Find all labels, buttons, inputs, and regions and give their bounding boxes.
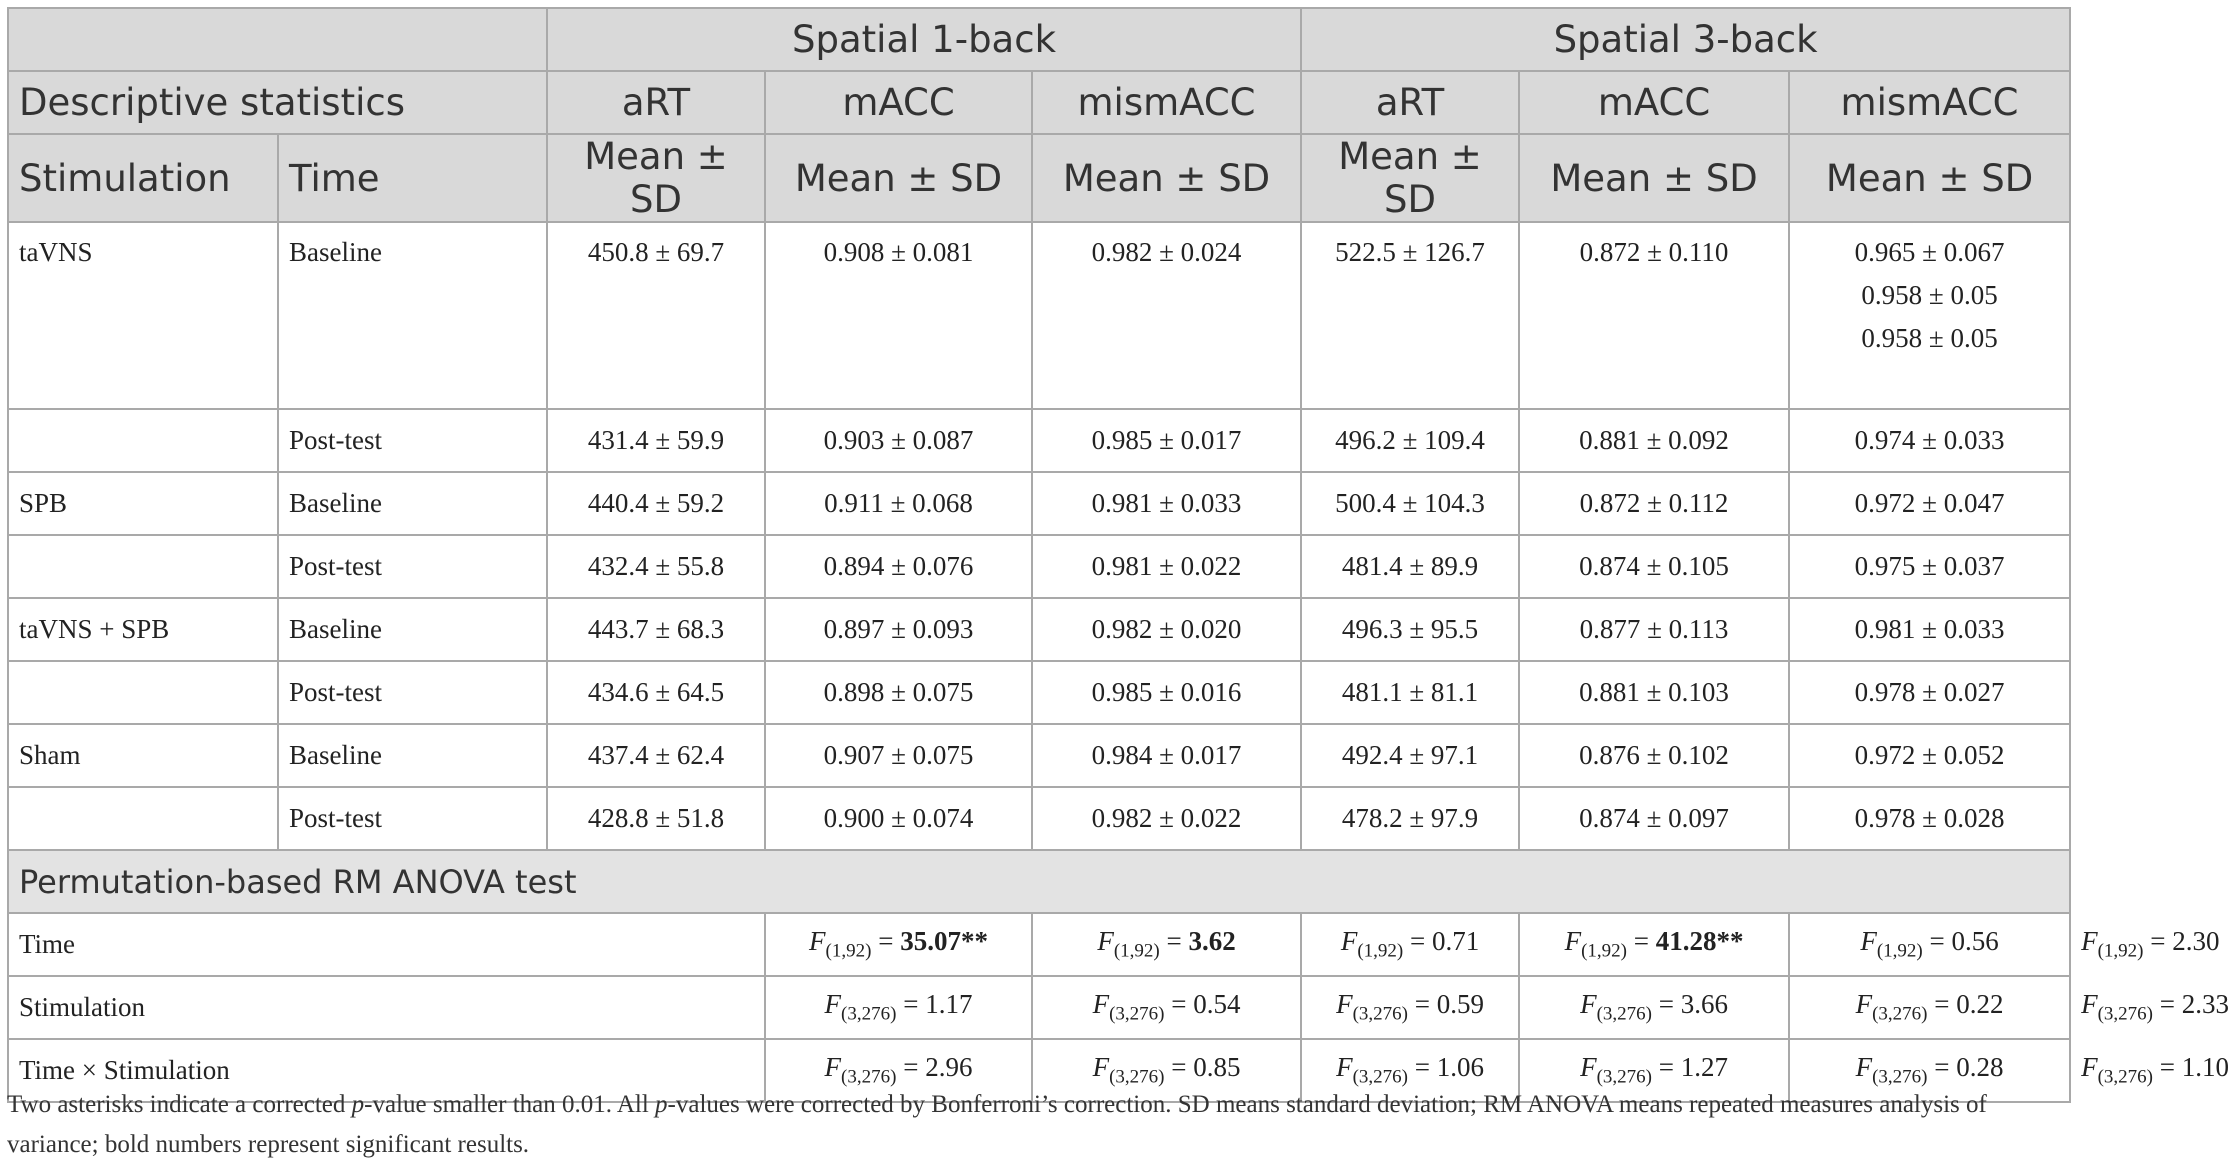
value-cell: 0.874 ± 0.105	[1519, 535, 1789, 598]
stat-letter: F	[1855, 989, 1873, 1020]
anova-label-cell: Time × Stimulation	[8, 1039, 765, 1102]
value-cell: 481.1 ± 81.1	[1301, 661, 1519, 724]
footnote-p-symbol: p	[655, 1091, 668, 1118]
stat-df: (3,276)	[2097, 1066, 2153, 1088]
value-cell: 428.8 ± 51.8	[547, 787, 765, 850]
stat-value: 41.28**	[1655, 926, 1744, 957]
value-cell: 0.978 ± 0.028	[1789, 787, 2070, 850]
stat-df: (1,92)	[1113, 940, 1160, 962]
stat-df: (3,276)	[1352, 1066, 1408, 1088]
value-cell: 496.3 ± 95.5	[1301, 598, 1519, 661]
stat-equals: =	[1414, 1052, 1430, 1083]
stat-equals: =	[2159, 989, 2175, 1020]
measure-header: mACC	[1519, 71, 1789, 134]
value-cell: 0.982 ± 0.020	[1032, 598, 1301, 661]
stimulation-cell: taVNS	[8, 222, 278, 409]
stat-df: (1,92)	[825, 940, 872, 962]
stat-value: 2.33	[2181, 989, 2229, 1020]
f-statistic	[1855, 1052, 2004, 1088]
group-header-1back: Spatial 1-back	[547, 8, 1301, 71]
stat-value: 0.28	[1956, 1052, 2004, 1083]
measure-header: mACC	[765, 71, 1032, 134]
stat-value: 2.96	[925, 1052, 973, 1083]
value-cell: 496.2 ± 109.4	[1301, 409, 1519, 472]
header-blank	[8, 8, 547, 71]
value-cell: 432.4 ± 55.8	[547, 535, 765, 598]
stat-df: (1,92)	[1876, 940, 1923, 962]
stat-df: (3,276)	[2097, 1003, 2153, 1025]
table-body	[8, 8, 2229, 1102]
value-cell: 0.982 ± 0.024	[1032, 222, 1301, 409]
time-cell: Baseline	[278, 222, 547, 409]
f-statistic	[2081, 1052, 2229, 1088]
value-cell: 0.908 ± 0.081	[765, 222, 1032, 409]
value-cell: 0.974 ± 0.033	[1789, 409, 2070, 472]
table-row	[8, 598, 2070, 661]
f-statistic	[809, 926, 988, 962]
stat-header: Mean ± SD	[1301, 134, 1519, 222]
stat-header: Mean ± SD	[547, 134, 765, 222]
descriptive-statistics-header: Descriptive statistics	[8, 71, 547, 134]
stat-letter: F	[2081, 989, 2098, 1020]
stat-equals: =	[903, 1052, 919, 1083]
value-cell: 431.4 ± 59.9	[547, 409, 765, 472]
value-cell: 434.6 ± 64.5	[547, 661, 765, 724]
stat-letter: F	[2081, 926, 2098, 957]
stat-df: (3,276)	[1872, 1003, 1928, 1025]
stat-value: 0.71	[1431, 926, 1480, 957]
stat-letter: F	[1097, 926, 1114, 957]
f-statistic	[1855, 989, 2004, 1025]
anova-value-cell	[1519, 913, 1789, 976]
value-cell: 0.881 ± 0.103	[1519, 661, 1789, 724]
stat-value: 35.07**	[900, 926, 988, 957]
value-cell: 443.7 ± 68.3	[547, 598, 765, 661]
stat-letter: F	[2081, 1052, 2098, 1083]
value-cell: 478.2 ± 97.9	[1301, 787, 1519, 850]
value-cell: 0.872 ± 0.110	[1519, 222, 1789, 409]
stat-df: (3,276)	[841, 1066, 897, 1088]
f-statistic	[824, 989, 973, 1025]
stat-df: (1,92)	[1581, 940, 1627, 962]
anova-section-row	[8, 850, 2070, 913]
stat-equals: =	[1166, 926, 1182, 957]
value-line: 0.958 ± 0.05	[1861, 280, 1998, 310]
f-statistic	[1564, 926, 1744, 962]
table-footnote	[7, 1085, 2069, 1165]
stat-equals: =	[878, 926, 894, 957]
anova-label-cell: Time	[8, 913, 765, 976]
value-cell: 0.985 ± 0.016	[1032, 661, 1301, 724]
stat-value: 0.59	[1436, 989, 1484, 1020]
value-cell: 0.881 ± 0.092	[1519, 409, 1789, 472]
table-row	[8, 472, 2070, 535]
footnote-text: Two asterisks indicate a corrected	[7, 1091, 352, 1118]
group-header-row	[8, 8, 2070, 71]
stat-df: (3,276)	[1352, 1003, 1408, 1025]
anova-value-cell	[765, 976, 1032, 1039]
subheader-row	[8, 134, 2070, 222]
stimulation-cell	[8, 535, 278, 598]
stat-equals: =	[2159, 1052, 2175, 1083]
measure-header: mismACC	[1789, 71, 2070, 134]
f-statistic	[1092, 1052, 1241, 1088]
stat-header: Mean ± SD	[1789, 134, 2070, 222]
value-cell: 0.981 ± 0.022	[1032, 535, 1301, 598]
value-cell: 0.978 ± 0.027	[1789, 661, 2070, 724]
stat-header: Mean ± SD	[1032, 134, 1301, 222]
stat-value: 0.56	[1951, 926, 1999, 957]
value-cell: 0.984 ± 0.017	[1032, 724, 1301, 787]
table-row	[8, 535, 2070, 598]
stat-df: (3,276)	[1872, 1066, 1928, 1088]
stat-value: 0.22	[1956, 989, 2004, 1020]
stat-letter: F	[824, 1052, 842, 1083]
f-statistic	[1097, 926, 1236, 962]
stat-value: 3.62	[1188, 926, 1236, 957]
results-table-container	[7, 7, 2229, 1103]
stat-value: 3.66	[1680, 989, 1728, 1020]
value-cell: 450.8 ± 69.7	[547, 222, 765, 409]
stat-df: (3,276)	[841, 1003, 897, 1025]
stat-letter: F	[1336, 1052, 1353, 1083]
value-cell: 500.4 ± 104.3	[1301, 472, 1519, 535]
measure-header-row	[8, 71, 2070, 134]
stat-value: 0.85	[1193, 1052, 1241, 1083]
stimulation-cell: taVNS + SPB	[8, 598, 278, 661]
stat-df: (3,276)	[1596, 1066, 1652, 1088]
f-statistic	[1336, 1052, 1484, 1088]
stat-value: 2.30	[2172, 926, 2220, 957]
stat-equals: =	[1171, 1052, 1187, 1083]
value-line: 0.965 ± 0.067	[1854, 237, 2005, 267]
measure-header: aRT	[547, 71, 765, 134]
anova-row	[8, 913, 2070, 976]
anova-value-cell	[1789, 913, 2070, 976]
table-row	[8, 787, 2070, 850]
stat-letter: F	[1580, 989, 1597, 1020]
stat-value: 1.27	[1680, 1052, 1728, 1083]
value-cell: 522.5 ± 126.7	[1301, 222, 1519, 409]
stat-value: 1.10	[2181, 1052, 2229, 1083]
stimulation-cell	[8, 661, 278, 724]
stat-equals: =	[1929, 926, 1945, 957]
stat-df: (3,276)	[1109, 1003, 1165, 1025]
stat-letter: F	[1855, 1052, 1873, 1083]
value-cell: 492.4 ± 97.1	[1301, 724, 1519, 787]
f-statistic	[2081, 926, 2220, 962]
value-cell: 0.982 ± 0.022	[1032, 787, 1301, 850]
group-header-3back: Spatial 3-back	[1301, 8, 2070, 71]
footnote-p-symbol: p	[351, 1091, 365, 1118]
value-cell: 0.972 ± 0.052	[1789, 724, 2070, 787]
value-cell: 0.975 ± 0.037	[1789, 535, 2070, 598]
stimulation-cell	[8, 409, 278, 472]
anova-row	[8, 976, 2070, 1039]
stat-letter: F	[1092, 1052, 1110, 1083]
value-line: 0.958 ± 0.05	[1861, 323, 1998, 353]
time-cell: Baseline	[278, 472, 547, 535]
f-statistic	[2081, 989, 2229, 1025]
stat-letter: F	[1092, 989, 1110, 1020]
anova-value-cell	[1032, 976, 1301, 1039]
stat-equals: =	[1633, 926, 1649, 957]
footnote-text: -values were corrected by Bonferroni’s correction. SD means standard deviation; RM ANOVA means repeated measures analysis of variance; bold numbers represent significant results.	[7, 1091, 1987, 1158]
f-statistic	[1340, 926, 1480, 962]
anova-value-cell	[1789, 976, 2070, 1039]
value-cell: 0.972 ± 0.047	[1789, 472, 2070, 535]
measure-header: aRT	[1301, 71, 1519, 134]
stat-df: (1,92)	[2097, 940, 2144, 962]
anova-value-cell	[1301, 976, 1519, 1039]
value-cell: 437.4 ± 62.4	[547, 724, 765, 787]
f-statistic	[1092, 989, 1241, 1025]
time-cell: Post-test	[278, 787, 547, 850]
stimulation-cell	[8, 787, 278, 850]
anova-value-cell	[1301, 913, 1519, 976]
stat-equals: =	[1658, 1052, 1674, 1083]
value-cell: 0.981 ± 0.033	[1032, 472, 1301, 535]
stat-letter: F	[824, 989, 842, 1020]
value-stack	[1800, 237, 2059, 354]
f-statistic	[824, 1052, 973, 1088]
stat-equals: =	[1658, 989, 1674, 1020]
stat-equals: =	[1171, 989, 1187, 1020]
table-row	[8, 222, 2070, 409]
time-cell: Post-test	[278, 535, 547, 598]
value-cell: 0.981 ± 0.033	[1789, 598, 2070, 661]
stat-header: Mean ± SD	[1519, 134, 1789, 222]
stat-equals: =	[1934, 1052, 1950, 1083]
value-cell: 0.900 ± 0.074	[765, 787, 1032, 850]
measure-header: mismACC	[1032, 71, 1301, 134]
footnote-text: -value smaller than 0.01. All	[364, 1091, 656, 1118]
stat-equals: =	[903, 989, 919, 1020]
value-cell: 0.897 ± 0.093	[765, 598, 1032, 661]
value-cell: 0.877 ± 0.113	[1519, 598, 1789, 661]
anova-value-cell	[765, 913, 1032, 976]
stat-letter: F	[1860, 926, 1877, 957]
value-cell: 0.898 ± 0.075	[765, 661, 1032, 724]
anova-value-cell	[1032, 913, 1301, 976]
f-statistic	[1860, 926, 1999, 962]
value-cell	[1789, 222, 2070, 409]
stat-header: Mean ± SD	[765, 134, 1032, 222]
value-cell: 440.4 ± 59.2	[547, 472, 765, 535]
stat-letter: F	[1580, 1052, 1597, 1083]
value-cell: 0.985 ± 0.017	[1032, 409, 1301, 472]
anova-label-cell: Stimulation	[8, 976, 765, 1039]
stat-letter: F	[1336, 989, 1353, 1020]
stat-letter: F	[809, 926, 826, 957]
table-row	[8, 409, 2070, 472]
results-table	[7, 7, 2229, 1103]
time-cell: Baseline	[278, 598, 547, 661]
f-statistic	[1580, 989, 1728, 1025]
value-cell: 481.4 ± 89.9	[1301, 535, 1519, 598]
stimulation-cell: Sham	[8, 724, 278, 787]
value-cell: 0.874 ± 0.097	[1519, 787, 1789, 850]
time-cell: Post-test	[278, 661, 547, 724]
anova-section-title: Permutation-based RM ANOVA test	[8, 850, 2070, 913]
value-cell: 0.876 ± 0.102	[1519, 724, 1789, 787]
stat-df: (3,276)	[1596, 1003, 1652, 1025]
value-cell: 0.907 ± 0.075	[765, 724, 1032, 787]
anova-value-cell	[1519, 976, 1789, 1039]
stat-value: 1.17	[925, 989, 973, 1020]
stat-value: 0.54	[1193, 989, 1241, 1020]
stat-letter: F	[1340, 926, 1358, 957]
time-cell: Baseline	[278, 724, 547, 787]
f-statistic	[1336, 989, 1484, 1025]
stat-equals: =	[1409, 926, 1426, 957]
stimulation-cell: SPB	[8, 472, 278, 535]
value-cell: 0.903 ± 0.087	[765, 409, 1032, 472]
f-statistic	[1580, 1052, 1728, 1088]
time-header: Time	[278, 134, 547, 222]
stat-df: (3,276)	[1109, 1066, 1165, 1088]
stat-letter: F	[1564, 926, 1582, 957]
stat-equals: =	[1414, 989, 1430, 1020]
stat-df: (1,92)	[1357, 940, 1404, 962]
stimulation-header: Stimulation	[8, 134, 278, 222]
table-row	[8, 661, 2070, 724]
stat-equals: =	[1934, 989, 1950, 1020]
stat-equals: =	[2150, 926, 2166, 957]
stat-value: 1.06	[1436, 1052, 1484, 1083]
table-row	[8, 724, 2070, 787]
value-cell: 0.894 ± 0.076	[765, 535, 1032, 598]
value-cell: 0.872 ± 0.112	[1519, 472, 1789, 535]
value-cell: 0.911 ± 0.068	[765, 472, 1032, 535]
time-cell: Post-test	[278, 409, 547, 472]
